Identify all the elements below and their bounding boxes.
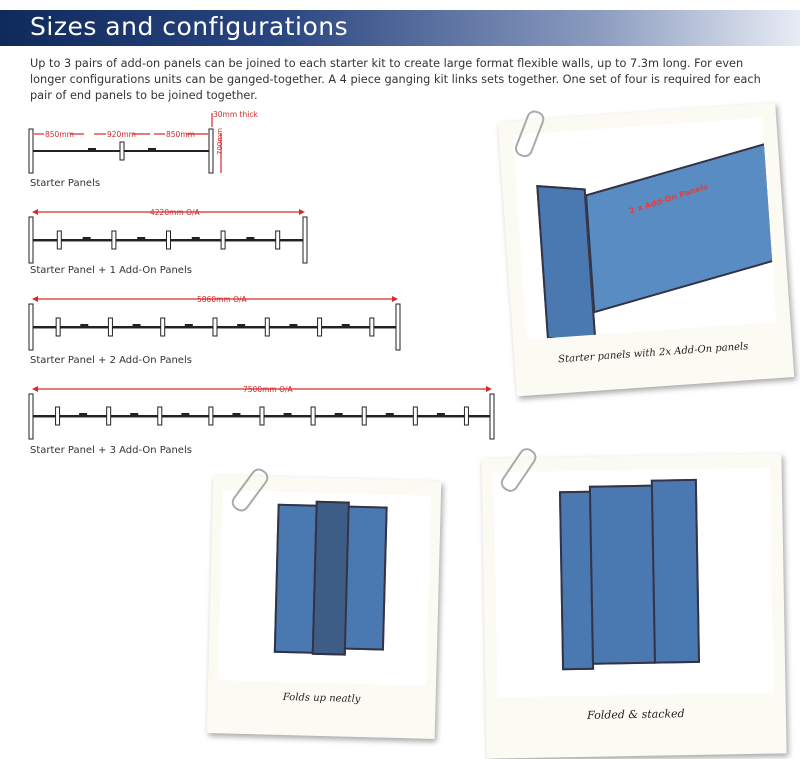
section-header [0,10,800,46]
end-post [209,129,213,173]
hinge-post [370,318,374,336]
hinge-post [120,142,124,160]
hinge-post [56,318,60,336]
arrow-head-left [32,209,38,215]
photo [513,118,777,340]
hinge-post [57,231,61,249]
photo-caption: Folded & stacked [587,707,685,722]
dim-label-1: 850mm [45,130,74,139]
photo-caption: Folds up neatly [282,691,361,705]
foot [386,413,394,417]
foot [83,237,91,241]
foot [289,324,297,328]
end-post [396,304,400,350]
hinge-post [158,407,162,425]
hinge-post [221,231,225,249]
foot [88,148,96,152]
hinge-post [362,407,366,425]
hinge-post [276,231,280,249]
overall-length-label: 5860mm O/A [197,295,247,304]
hinge-post [56,407,60,425]
foot [335,413,343,417]
hinge-post [107,407,111,425]
overall-length-label: 4220mm O/A [150,208,200,217]
photo-card-folded [207,475,442,739]
foot [130,413,138,417]
arrow-head-right [486,386,492,392]
hinge-post [260,407,264,425]
foot [284,413,292,417]
diagram-caption: Starter Panels [30,178,101,189]
hinge-post [108,318,112,336]
photo-card-long-wall [498,103,795,397]
end-post [29,129,33,173]
hinge-post [213,318,217,336]
starter-panels-diagram [0,105,300,185]
hinge-post [311,407,315,425]
foot [437,413,445,417]
foot [246,237,254,241]
hinge-post [464,407,468,425]
height-label: 700mm [216,128,224,155]
arrow-head-left [32,386,38,392]
arrow-head-right [392,296,398,302]
foot [237,324,245,328]
end-post [303,217,307,263]
end-post [490,394,494,439]
end-post [29,304,33,350]
diagram-caption: Starter Panel + 3 Add-On Panels [30,445,192,456]
arrow-head-right [299,209,305,215]
foot [79,413,87,417]
arrow-head-left [32,296,38,302]
one-addon-diagram [0,205,320,270]
dim-label-2: 920mm [107,130,136,139]
foot [185,324,193,328]
addon-overlay-label: 2 x Add-On Panels [628,181,710,216]
foot [232,413,240,417]
end-post [29,394,33,439]
hinge-post [413,407,417,425]
three-addon-diagram [0,382,520,447]
hinge-post [167,231,171,249]
photo [494,468,774,698]
photo-caption: Starter panels with 2x Add-On panels [557,341,749,366]
foot [80,324,88,328]
page-title: Sizes and configurations [30,12,349,41]
diagram-caption: Starter Panel + 2 Add-On Panels [30,355,192,366]
foot [192,237,200,241]
foot [148,148,156,152]
photo-card-stacked [481,453,786,758]
overall-length-label: 7500mm O/A [243,385,293,394]
two-addon-diagram [0,292,420,357]
diagram-caption: Starter Panel + 1 Add-On Panels [30,265,192,276]
foot [181,413,189,417]
hinge-post [265,318,269,336]
foot [137,237,145,241]
foot [133,324,141,328]
hinge-post [318,318,322,336]
hinge-post [209,407,213,425]
thickness-label: 30mm thick [213,110,258,119]
end-post [29,217,33,263]
foot [342,324,350,328]
photo [218,490,431,685]
hinge-post [161,318,165,336]
intro-paragraph: Up to 3 pairs of add-on panels can be joined to each starter kit to create large format flexible walls, up to 7.3m long. For even longer configurations units can be ganged-together. A 4 piece ganging kit links sets together. One set of four is required for each pair of end panels to be joined together. [30,57,761,102]
dim-label-3: 850mm [166,130,195,139]
hinge-post [112,231,116,249]
